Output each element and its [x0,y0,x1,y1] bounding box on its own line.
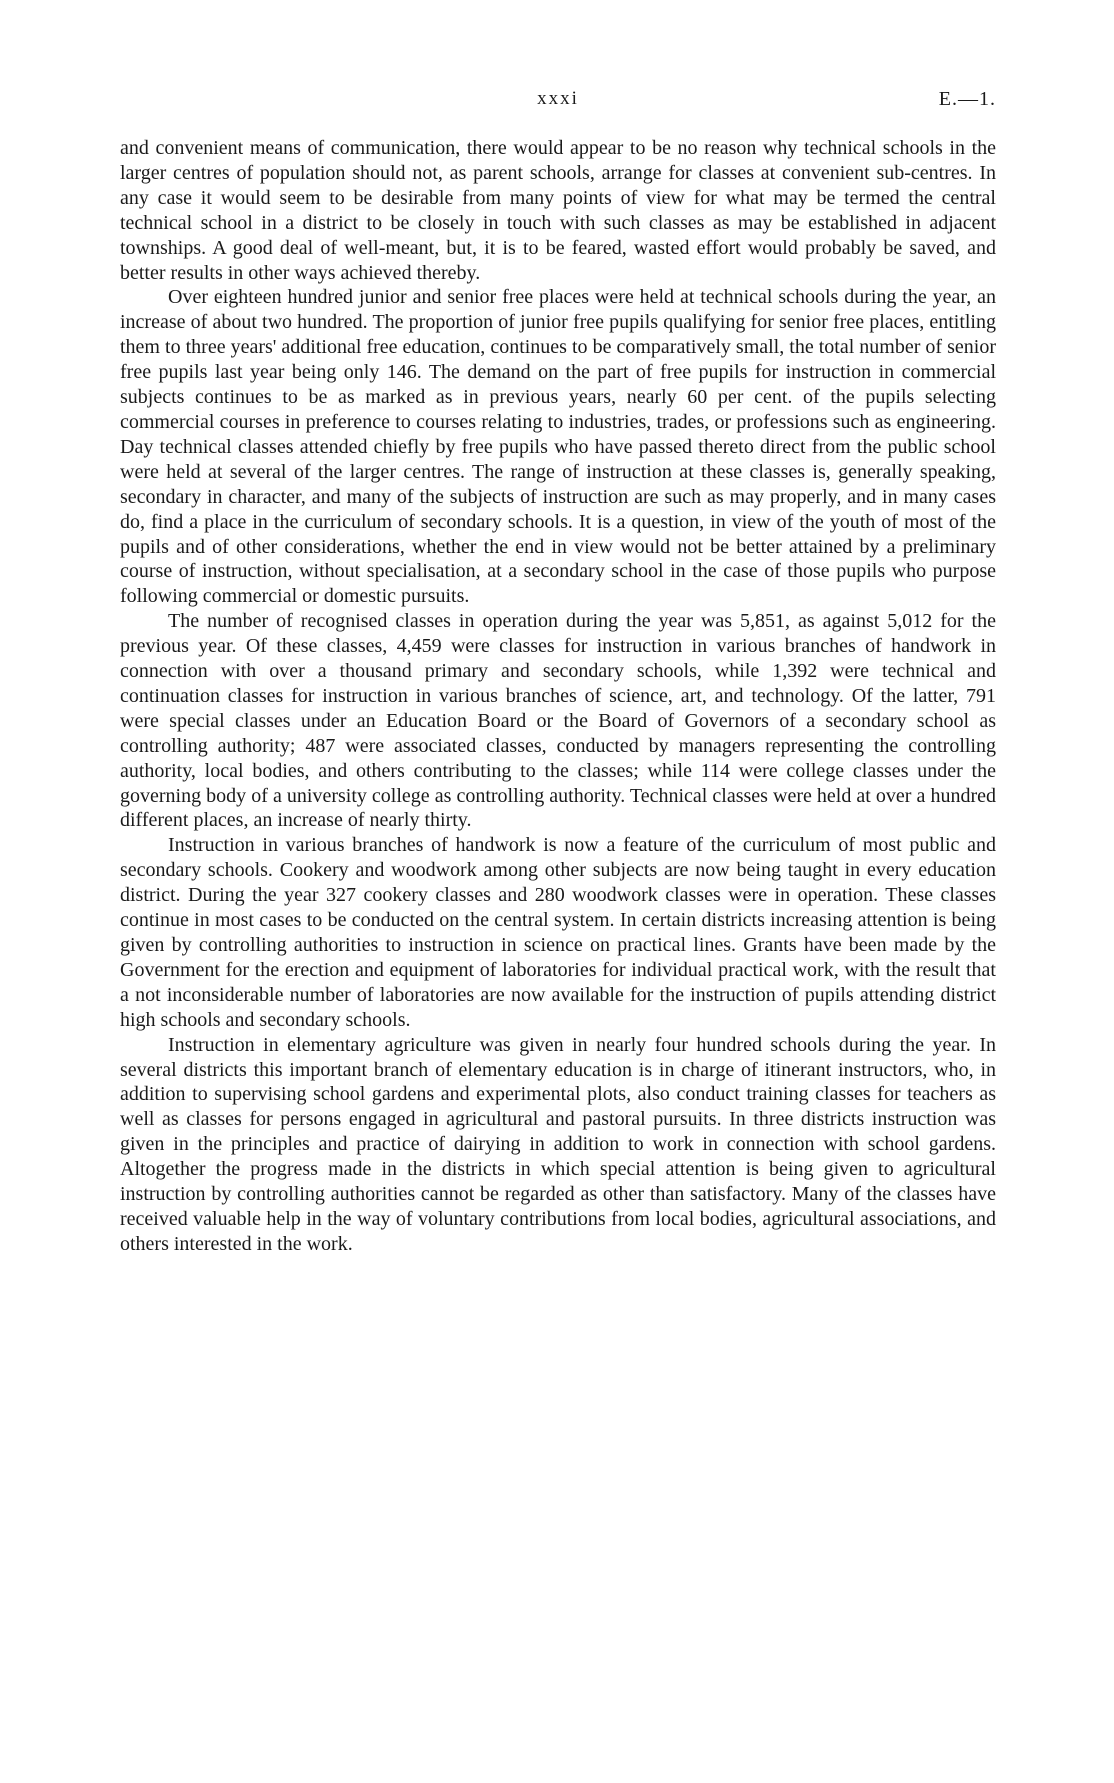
paragraph-free-places: Over eighteen hundred junior and senior free places were held at technical schools during the year, an increase of about two hundred. The proportion of junior free pupils qualifying for senior free places, entitling them to three years' additional free education, continues to be comparatively small, the total number of senior free pupils last year being only 146. The demand on the part of free pupils for instruction in commercial subjects continues to be as marked as in previous years, nearly 60 per cent. of the pupils selecting commercial courses in preference to courses relating to industries, trades, or professions such as engineering. Day technical classes attended chiefly by free pupils who have passed thereto direct from the public school were held at several of the larger centres. The range of instruction at these classes is, generally speaking, secondary in character, and many of the subjects of instruction are such as may properly, and in many cases do, find a place in the curriculum of secondary schools. It is a question, in view of the youth of most of the pupils and of other considerations, whether the end in view would not be better attained by a preliminary course of instruction, without specialisation, at a secondary school in the case of those pupils who purpose following commercial or domestic pursuits. [120,286,996,608]
paragraph-continuation: and convenient means of communication, there would appear to be no reason why technical schools in the larger centres of population should not, as parent schools, arrange for classes at convenient sub-centres. In any case it would seem to be desirable from many points of view for what may be termed the central technical school in a district to be closely in touch with such classes as may be established in adjacent townships. A good deal of well-meant, but, it is to be feared, wasted effort would probably be saved, and better results in other ways achieved thereby. [120,137,996,284]
paragraph-recognised-classes: The number of recognised classes in operation during the year was 5,851, as against 5,012 for the previous year. Of these classes, 4,459 were classes for instruction in various branches of handwork in connection with over a thousand primary and secondary schools, while 1,392 were technical and continuation classes for instruction in various branches of science, art, and technology. Of the latter, 791 were special classes under an Education Board or the Board of Governors of a secondary school as controlling authority; 487 were associated classes, conducted by managers representing the controlling authority, local bodies, and others contributing to the classes; while 114 were college classes under the governing body of a university college as controlling authority. Technical classes were held at over a hundred different places, an increase of nearly thirty. [120,610,996,832]
page-header [120,88,996,114]
paragraph-agriculture: Instruction in elementary agriculture was given in nearly four hundred schools during the year. In several districts this important branch of elementary education is in charge of itinerant instructors, who, in addition to supervising school gardens and experimental plots, also conduct training classes for teachers as well as classes for persons engaged in agricultural and pastoral pursuits. In three districts instruction was given in the principles and practice of dairying in addition to work in connection with school gardens. Altogether the progress made in the districts in which special attention is being given to agricultural instruction by controlling authorities cannot be regarded as other than satisfactory. Many of the classes have received valuable help in the way of voluntary contributions from local bodies, agricultural associations, and others interested in the work. [120,1033,996,1255]
page-number: xxxi [537,88,579,109]
body-text [120,136,996,1257]
paragraph-handwork: Instruction in various branches of handwork is now a feature of the curriculum of most public and secondary schools. Cookery and woodwork among other subjects are now being taught in every education district. During the year 327 cookery classes and 280 woodwork classes were in operation. These classes continue in most cases to be conducted on the central system. In certain districts increasing attention is being given by controlling authorities to instruction in science on practical lines. Grants have been made by the Government for the erection and equipment of laboratories for individual practical work, with the result that a not inconsiderable number of laboratories are now available for the instruction of pupils attending district high schools and secondary schools. [120,834,996,1031]
document-reference: E.—1. [938,88,996,110]
